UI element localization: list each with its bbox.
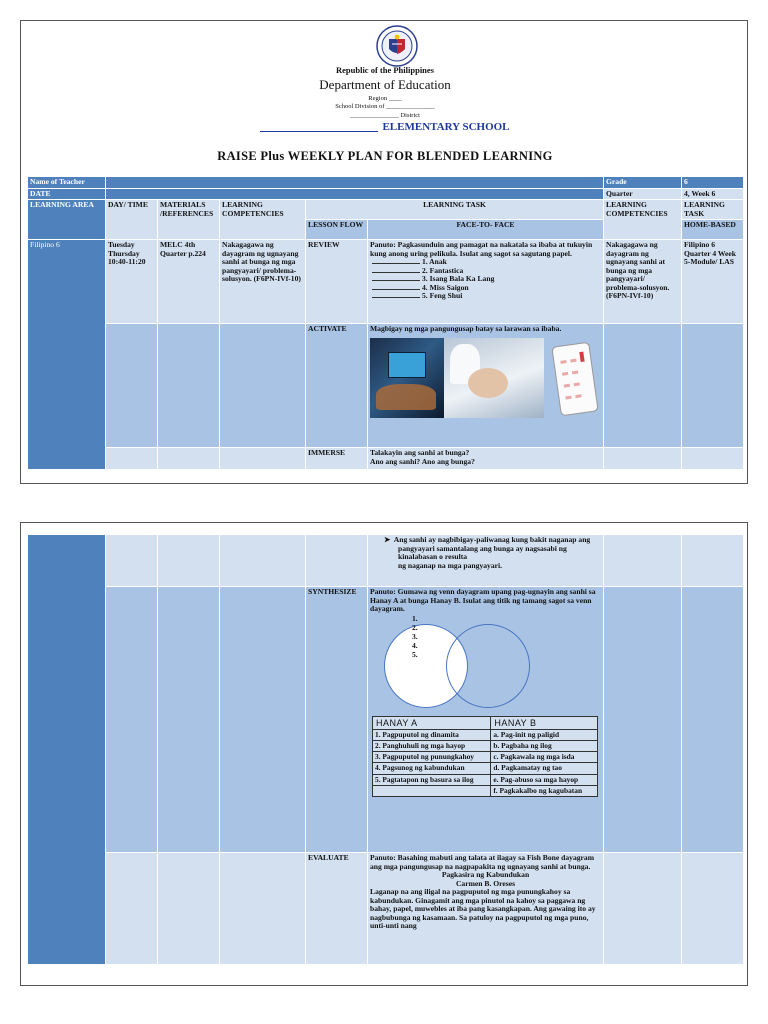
face-to-face-header: FACE-TO- FACE bbox=[368, 220, 604, 240]
review-item: 2. Fantastica bbox=[372, 267, 601, 276]
materials-value: MELC 4th Quarter p.224 bbox=[158, 240, 220, 324]
lesson-flow-cell bbox=[306, 535, 368, 587]
date-label: DATE bbox=[28, 188, 106, 200]
competency-right-value: Nakagagawa ng dayagram ng ugnayang sanhi at bunga ng mga pangyayari/ problema-solusyon. (F6PN-IVf-10) bbox=[604, 240, 682, 324]
evaluate-content bbox=[368, 853, 604, 965]
learning-area-header: LEARNING AREA bbox=[28, 200, 106, 240]
home-based-cell bbox=[682, 853, 744, 965]
day-time-cell bbox=[106, 587, 158, 853]
competency-right-cell bbox=[604, 587, 682, 853]
review-item: 4. Miss Saigon bbox=[372, 284, 601, 293]
lesson-flow-header: LESSON FLOW bbox=[306, 220, 368, 240]
venn-item: 1. bbox=[412, 613, 418, 623]
review-item: 3. Isang Bala Ka Lang bbox=[372, 275, 601, 284]
hanay-a-header: HANAY A bbox=[373, 716, 491, 729]
immerse-line-2: Ano ang sanhi? Ano ang bunga? bbox=[370, 456, 475, 466]
teacher-label: Name of Teacher bbox=[28, 177, 106, 189]
story-author: Carmen B. Oreses bbox=[455, 878, 516, 888]
activate-instruction: Magbigay ng mga pangungusap batay sa larawan sa ibaba. bbox=[370, 324, 562, 333]
document-page-2 bbox=[20, 522, 748, 986]
synthesize-label: SYNTHESIZE bbox=[306, 587, 368, 853]
venn-circle-b bbox=[446, 624, 530, 708]
learning-area-value: Filipino 6 bbox=[28, 240, 106, 470]
hanay-b-item: e. Pag-abuso sa mga hayop bbox=[491, 774, 598, 785]
day-time-header: DAY/ TIME bbox=[106, 200, 158, 240]
department-heading: Department of Education bbox=[319, 77, 451, 92]
competency-cell bbox=[220, 448, 306, 470]
quarter-label: Quarter bbox=[604, 188, 682, 200]
review-item: 5. Feng Shui bbox=[372, 292, 601, 301]
region-line: Region ____ bbox=[368, 95, 402, 102]
learning-task-right-header: LEARNING TASK bbox=[682, 200, 744, 220]
hanay-a-item: 1. Pagpuputol ng dinamita bbox=[373, 729, 491, 740]
home-based-value: Filipino 6 Quarter 4 Week 5-Module/ LAS bbox=[682, 240, 744, 324]
explain-line-2: pangyayari samantalang ang bunga ay nagsasabi ng kinalabasan o resulta bbox=[398, 543, 567, 561]
hanay-a-item: 2. Panghuhuli ng mga hayop bbox=[373, 740, 491, 751]
matching-table bbox=[372, 716, 598, 798]
home-based-cell bbox=[682, 324, 744, 448]
competencies-right-header: LEARNING COMPETENCIES bbox=[604, 200, 682, 240]
weekly-plan-table bbox=[27, 176, 744, 470]
hanay-b-item: c. Pagkawala ng mga isda bbox=[491, 752, 598, 763]
immerse-label: IMMERSE bbox=[306, 448, 368, 470]
synthesize-content bbox=[368, 587, 604, 853]
day-time-cell bbox=[106, 535, 158, 587]
competency-right-cell bbox=[604, 853, 682, 965]
quarter-value: 4, Week 6 bbox=[682, 188, 744, 200]
competency-cell bbox=[220, 324, 306, 448]
materials-cell bbox=[158, 853, 220, 965]
materials-header: MATERIALS /REFERENCES bbox=[158, 200, 220, 240]
venn-diagram bbox=[384, 613, 604, 706]
materials-cell bbox=[158, 324, 220, 448]
immerse-content bbox=[368, 448, 604, 470]
home-based-cell bbox=[682, 535, 744, 587]
hanay-b-item: d. Pagkamatay ng tao bbox=[491, 763, 598, 774]
materials-cell bbox=[158, 587, 220, 853]
day-time-value: Tuesday Thursday 10:40-11:20 bbox=[106, 240, 158, 324]
document-page-1 bbox=[20, 20, 748, 484]
hanay-a-item: 5. Pagtatapon ng basura sa ilog bbox=[373, 774, 491, 785]
evaluate-label: EVALUATE bbox=[306, 853, 368, 965]
competency-cell bbox=[220, 535, 306, 587]
venn-item: 5. bbox=[412, 649, 418, 659]
story-body: Laganap na ang iligal na pagpuputol ng mga punungkahoy sa kabundukan. Ginagamit ang mga pinutol na kahoy sa paggawa ng bahay, papel, muwebles at iba pang kasangkapan. Ang gawaing ito ay nagbubunga ng kasamaan. Sa patuloy na pagpuputol ng mga puno, unti-unti nang bbox=[370, 887, 596, 930]
republic-heading: Republic of the Philippines bbox=[335, 65, 434, 75]
explain-bullet: ➤ Ang sanhi ay nagbibigay-paliwanag kung bakit naganap ang bbox=[384, 535, 591, 544]
home-based-cell bbox=[682, 448, 744, 470]
explain-line-3: ng naganap na mga pangyayari. bbox=[398, 560, 503, 570]
hanay-a-item bbox=[373, 785, 491, 796]
activate-content bbox=[368, 324, 604, 448]
date-value bbox=[106, 188, 604, 200]
venn-item: 4. bbox=[412, 640, 418, 650]
activate-label: ACTIVATE bbox=[306, 324, 368, 448]
materials-cell bbox=[158, 448, 220, 470]
competencies-header: LEARNING COMPETENCIES bbox=[220, 200, 306, 240]
hanay-a-item: 4. Pagsunog ng kabundukan bbox=[373, 763, 491, 774]
competency-value: Nakagagawa ng dayagram ng ugnayang sanhi at bunga ng mga pangyayari/ problema-solusyon. (F6PN-IVf-10) bbox=[220, 240, 306, 324]
learning-area-cell bbox=[28, 535, 106, 965]
competency-cell bbox=[220, 853, 306, 965]
teacher-value bbox=[106, 177, 604, 189]
grade-label: Grade bbox=[604, 177, 682, 189]
venn-item: 3. bbox=[412, 631, 418, 641]
day-time-cell bbox=[106, 448, 158, 470]
competency-right-cell bbox=[604, 448, 682, 470]
phone-illustration bbox=[551, 341, 598, 416]
venn-item: 2. bbox=[412, 622, 418, 632]
review-content bbox=[368, 240, 604, 324]
competency-right-cell bbox=[604, 324, 682, 448]
competency-cell bbox=[220, 587, 306, 853]
weekly-plan-table-continued bbox=[27, 534, 744, 965]
plan-title: RAISE Plus WEEKLY PLAN FOR BLENDED LEARNING bbox=[217, 149, 553, 163]
district-line: _______________ District bbox=[350, 112, 420, 119]
hanay-b-item: f. Pagkakalbo ng kagubatan bbox=[491, 785, 598, 796]
day-time-cell bbox=[106, 853, 158, 965]
hanay-b-item: b. Pagbaha ng ilog bbox=[491, 740, 598, 751]
review-instruction: Panuto: Pagkasunduin ang pamagat na nakatala sa ibaba at tukuyin kung anong uring pelikula. Isulat ang sagot sa sagutang papel. bbox=[370, 240, 593, 258]
deped-seal-icon bbox=[376, 25, 418, 67]
home-based-cell bbox=[682, 587, 744, 853]
hanay-b-header: HANAY B bbox=[491, 716, 598, 729]
hanay-a-item: 3. Pagpuputol ng punungkahoy bbox=[373, 752, 491, 763]
synthesize-instruction: Panuto: Gumawa ng venn dayagram upang pag-ugnayin ang sanhi sa Hanay A at bunga Hanay B. Isulat ang titik ng tamang sagot sa venn dayagram. bbox=[370, 587, 596, 613]
activity-photo bbox=[370, 338, 540, 418]
competency-right-cell bbox=[604, 535, 682, 587]
review-item: 1. Anak bbox=[372, 258, 601, 267]
hanay-b-item: a. Pag-init ng paligid bbox=[491, 729, 598, 740]
immerse-line-1: Talakayin ang sanhi at bunga? bbox=[370, 448, 470, 457]
evaluate-instruction: Panuto: Basahing mabuti ang talata at ilagay sa Fish Bone dayagram ang mga pangungusap na nagpapakita ng ugnayang sanhi at bunga. bbox=[370, 853, 595, 871]
learning-task-header: LEARNING TASK bbox=[306, 200, 604, 220]
division-line: School Division of _______________ bbox=[335, 103, 435, 110]
school-name: ELEMENTARY SCHOOL bbox=[21, 121, 749, 133]
story-title: Pagkasira ng Kabundukan bbox=[441, 870, 530, 879]
grade-value: 6 bbox=[682, 177, 744, 189]
home-based-header: HOME-BASED bbox=[682, 220, 744, 240]
review-label: REVIEW bbox=[306, 240, 368, 324]
explain-content bbox=[368, 535, 604, 587]
day-time-cell bbox=[106, 324, 158, 448]
materials-cell bbox=[158, 535, 220, 587]
